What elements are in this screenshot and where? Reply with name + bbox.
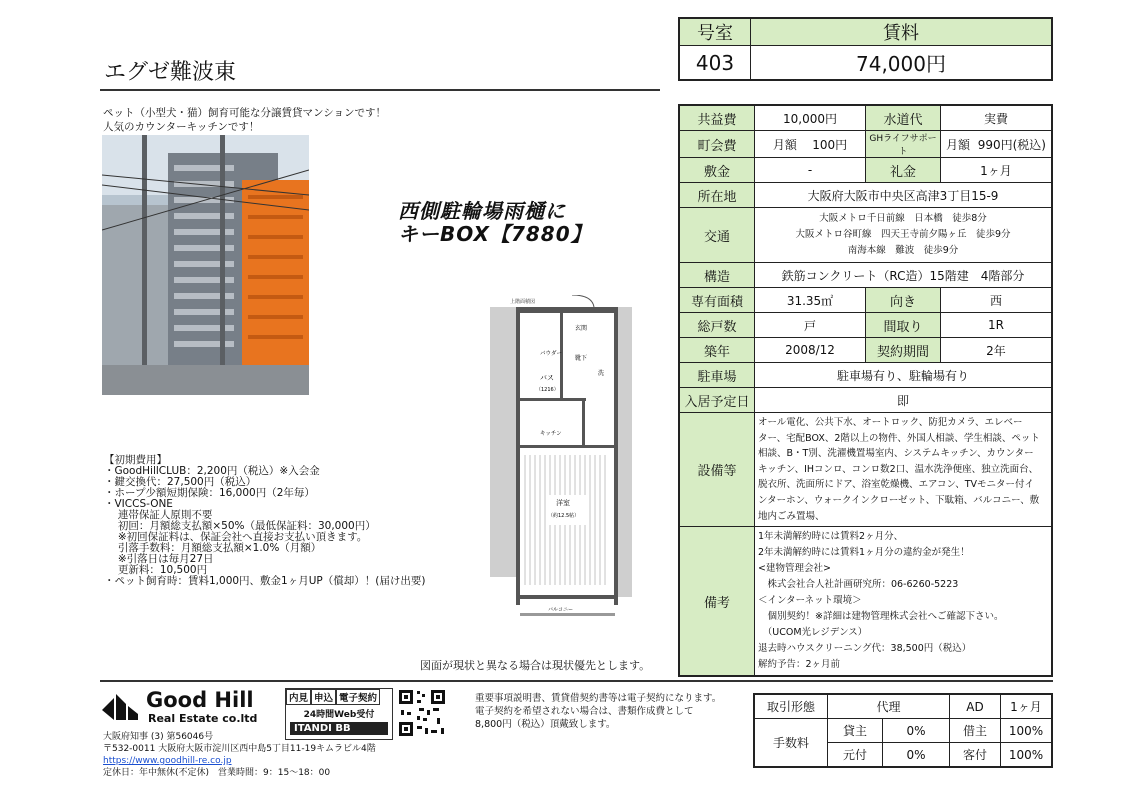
itandi-web: 24時間Web受付 [303, 710, 375, 720]
floorplan-top-label: 上階面積図 [510, 299, 536, 305]
property-name: エグゼ難波東 [104, 60, 237, 85]
remarks-line: 退去時ハウスクリーニング代：38,500円（税込） [758, 643, 972, 655]
costs-line: ※初回保証料は、保証会社へ直接お支払い頂きます。 [104, 531, 368, 543]
lessor-value: 0% [883, 719, 950, 743]
transport-line: 大阪メトロ谷町線 四天王寺前夕陽ヶ丘 徒歩9分 [795, 229, 1011, 240]
equipment-line: ター、宅配BOX、2階以上の物件、外国人相談、学生相談、ペット [758, 432, 1040, 444]
deposit-value: - [755, 158, 866, 183]
intro-line-1: ペット（小型犬・猫）飼育可能な分譲賃貸マンションです！ [103, 107, 387, 119]
town-fee-value: 月額 100円 [755, 131, 866, 158]
lessee-value: 100% [1001, 719, 1053, 743]
notice-line: 8,800円（税込）頂戴致します。 [475, 719, 616, 730]
direction-label: 向き [866, 288, 941, 313]
qr-code-icon[interactable] [397, 688, 447, 738]
costs-line: ・GoodHillCLUB：2,200円（税込）※入会金 [104, 465, 320, 477]
floorplan-room-size: （約12.5帖） [548, 513, 580, 519]
transport-value [755, 208, 1053, 263]
deal-type-value: 代理 [828, 694, 950, 719]
client-value: 100% [1001, 743, 1053, 768]
floorplan-powder: パウダー [540, 351, 562, 357]
structure-label: 構造 [679, 263, 755, 288]
itandi-badge-viewing: 内見 [286, 689, 311, 705]
town-fee-label: 町会費 [679, 131, 755, 158]
layout-label: 間取り [866, 313, 941, 338]
costs-line: ※引落日は毎月27日 [104, 553, 214, 565]
area-label: 専有面積 [679, 288, 755, 313]
origin-value: 0% [883, 743, 950, 768]
support-value: 月額 990円(税込) [941, 131, 1053, 158]
keybox-notice-line-2: キーBOX【7880】 [398, 222, 592, 246]
costs-line: ・ホープ少額短期保険：16,000円（2年毎） [104, 487, 315, 499]
floorplan-bath: バス [540, 374, 554, 382]
transport-line: 大阪メトロ千日前線 日本橋 徒歩8分 [819, 213, 987, 224]
company-license: 大阪府知事 (3) 第56046号 [103, 732, 214, 742]
layout-value: 1R [941, 313, 1053, 338]
remarks-line: 個別契約！※詳細は建物管理株式会社へご確認下さい。 [758, 611, 1004, 623]
itandi-badge-econtract: 電子契約 [336, 689, 380, 705]
costs-line: ・鍵交換代：27,500円（税込） [104, 476, 257, 488]
transport-line: 南海本線 難波 徒歩9分 [847, 245, 959, 256]
costs-line: 更新料：10,500円 [104, 564, 208, 576]
company-logo-main: Good Hill [146, 688, 254, 712]
remarks-line: ＜インターネット環境＞ [758, 595, 862, 607]
parking-label: 駐車場 [679, 363, 755, 388]
equipment-line: キッチン、IHコンロ、コンロ数2口、温水洗浄便座、独立洗面台、 [758, 463, 1039, 475]
key-money-label: 礼金 [866, 158, 941, 183]
equipment-line: ンターホン、ウォークインクローゼット、下駄箱、バルコニー、敷 [758, 494, 1040, 506]
company-address: 〒532-0011 大阪府大阪市淀川区西中島5丁目11-19キムラビル4階 [103, 744, 376, 754]
itandi-brand: ITANDI BB [290, 722, 388, 735]
key-money-value: 1ヶ月 [941, 158, 1053, 183]
common-fee-value: 10,000円 [755, 105, 866, 131]
address-label: 所在地 [679, 183, 755, 208]
deal-type-label: 取引形態 [754, 694, 828, 719]
move-in-label: 入居予定日 [679, 388, 755, 413]
commission-table [753, 693, 1053, 768]
parking-value: 駐車場有り、駐輪場有り [755, 363, 1053, 388]
deposit-label: 敷金 [679, 158, 755, 183]
title-divider [100, 89, 660, 91]
equipment-value [755, 413, 1053, 527]
commission-label: 手数料 [754, 719, 828, 768]
room-rent-table [678, 17, 1053, 81]
lessee-label: 借主 [950, 719, 1001, 743]
floorplan-shoebox: 靴下 [575, 355, 588, 362]
remarks-line: 解約予告：2ヶ月前 [758, 659, 841, 671]
initial-costs [104, 455, 425, 587]
costs-line: ・ペット飼育時：賃料1,000円、敷金1ヶ月UP（償却）！(届け出要) [104, 575, 426, 587]
equipment-line: 脱衣所、洗面所にドア、浴室乾燥機、エアコン、TVモニター付イ [758, 479, 1035, 491]
lessor-label: 貸主 [828, 719, 883, 743]
remarks-label: 備考 [679, 527, 755, 677]
remarks-line: （UCOM光レジデンス） [758, 627, 868, 639]
equipment-line: 相談、B・T別、洗濯機置場室内、システムキッチン、カウンター [758, 448, 1034, 460]
built-label: 築年 [679, 338, 755, 363]
itandi-badge [285, 688, 393, 740]
contract-value: 2年 [941, 338, 1053, 363]
ad-value: 1ヶ月 [1001, 694, 1053, 719]
transport-label: 交通 [679, 208, 755, 263]
building-photo [102, 135, 309, 395]
remarks-line: 株式会社合人社計画研究所：06-6260-5223 [758, 579, 959, 591]
water-label: 水道代 [866, 105, 941, 131]
company-logo-icon [100, 690, 140, 724]
common-fee-label: 共益費 [679, 105, 755, 131]
econtract-notice [475, 692, 721, 731]
water-value: 実費 [941, 105, 1053, 131]
floor-plan [490, 295, 637, 637]
contract-label: 契約期間 [866, 338, 941, 363]
company-hours: 定休日：年中無休(不定休) 営業時間：9：15～18：00 [103, 768, 331, 778]
floorplan-bath-size: （1216） [536, 387, 559, 393]
property-spec-table [678, 104, 1053, 677]
intro-line-2: 人気のカウンターキッチンです！ [103, 121, 260, 133]
support-label: GHライフサポート [866, 131, 941, 158]
remarks-line: <建物管理会社> [758, 563, 831, 575]
equipment-line: 地内ごみ置場、 [758, 510, 825, 522]
floorplan-laundry: 洗 [598, 370, 605, 377]
notice-line: 電子契約を希望されない場合は、書類作成費として [475, 706, 694, 717]
equipment-label: 設備等 [679, 413, 755, 527]
rent-value: 74,000円 [751, 46, 1053, 81]
floorplan-balcony: バルコニー [548, 607, 574, 613]
origin-label: 元付 [828, 743, 883, 768]
costs-line: ・VICCS-ONE [104, 498, 173, 510]
floorplan-room: 洋室 [556, 499, 570, 507]
direction-value: 西 [941, 288, 1053, 313]
ad-label: AD [950, 694, 1001, 719]
room-number: 403 [679, 46, 751, 81]
units-label: 総戸数 [679, 313, 755, 338]
room-label: 号室 [679, 18, 751, 46]
costs-line: 【初期費用】 [104, 454, 167, 466]
keybox-notice-line-1: 西側駐輪場雨樋に [398, 199, 566, 223]
remarks-line: 1年未満解約時には賃料2ヶ月分、 [758, 531, 904, 543]
client-label: 客付 [950, 743, 1001, 768]
floorplan-disclaimer: 図面が現状と異なる場合は現状優先とします。 [420, 659, 651, 672]
remarks-value [755, 527, 1053, 677]
move-in-value: 即 [755, 388, 1053, 413]
costs-line: 初回：月額総支払額×50%（最低保証料：30,000円） [104, 520, 376, 532]
built-value: 2008/12 [755, 338, 866, 363]
footer-divider [100, 680, 1053, 682]
itandi-badge-apply: 申込 [311, 689, 336, 705]
structure-value: 鉄筋コンクリート（RC造）15階建 4階部分 [755, 263, 1053, 288]
company-logo-sub: Real Estate co.ltd [148, 712, 258, 725]
notice-line: 重要事項説明書、賃貸借契約書等は電子契約になります。 [475, 693, 722, 704]
remarks-line: 2年未満解約時には賃料1ヶ月分の違約金が発生！ [758, 547, 970, 559]
equipment-line: オール電化、公共下水、オートロック、防犯カメラ、エレベー [758, 417, 1023, 428]
area-value: 31.35㎡ [755, 288, 866, 313]
costs-line: 連帯保証人原則不要 [104, 509, 213, 521]
company-url-link[interactable]: https://www.goodhill-re.co.jp [103, 756, 232, 766]
address-value: 大阪府大阪市中央区高津3丁目15-9 [755, 183, 1053, 208]
floorplan-kitchen: キッチン [540, 431, 562, 437]
floorplan-entrance: 玄関 [575, 325, 588, 332]
costs-line: 引落手数料：月額総支払額×1.0%（月額） [104, 542, 322, 554]
units-value: 戸 [755, 313, 866, 338]
building-photo-illustration [102, 135, 309, 395]
rent-label: 賃料 [751, 18, 1053, 46]
